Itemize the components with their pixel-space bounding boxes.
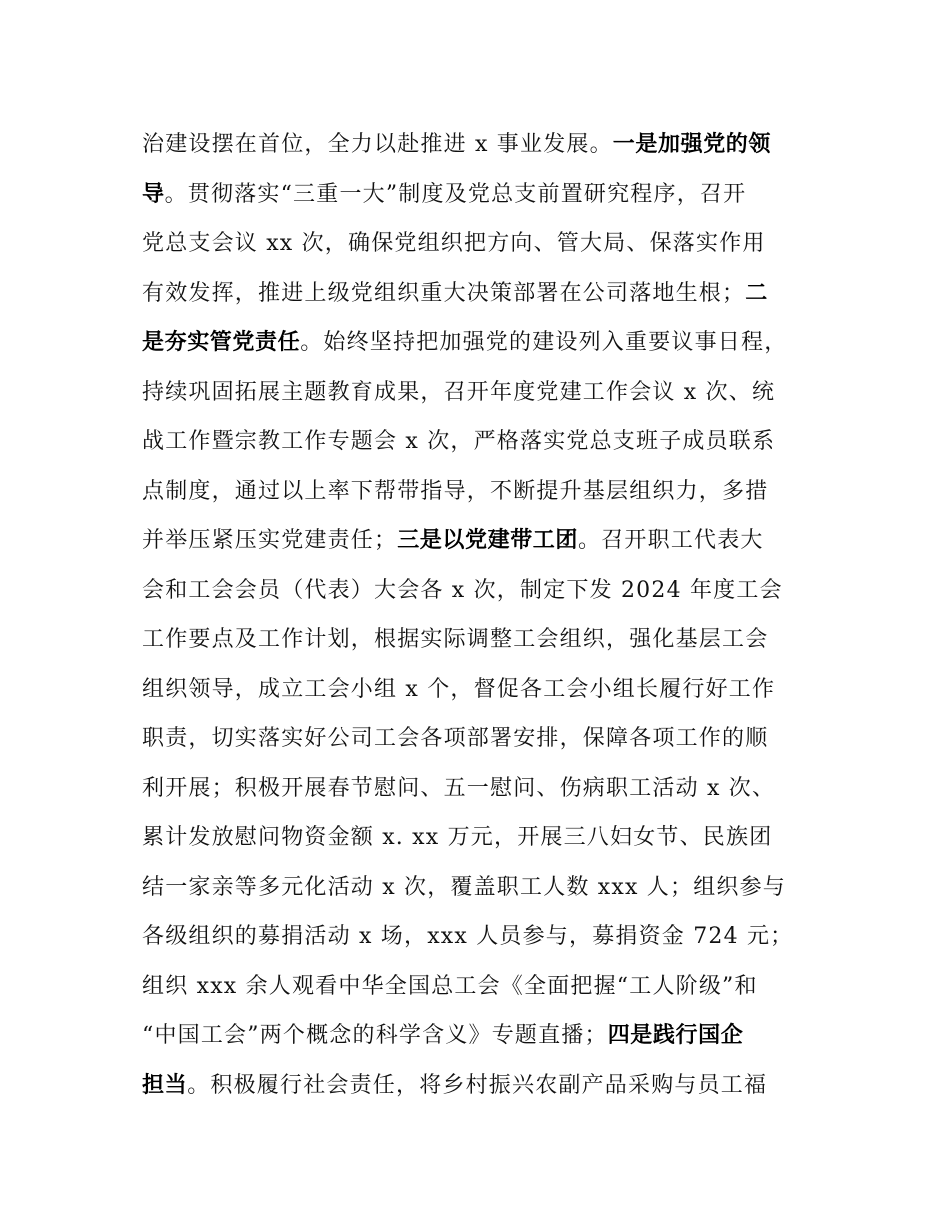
text-line bbox=[142, 219, 842, 269]
text-run: 并举压紧压实党建责任； bbox=[142, 528, 398, 553]
bold-heading-run: 是夯实管党责任 bbox=[142, 330, 301, 355]
text-run: 持续巩固拓展主题教育成果，召开年度党建工作会议 x 次、统 bbox=[142, 379, 776, 405]
text-line bbox=[142, 912, 842, 962]
text-line bbox=[142, 566, 842, 616]
text-line bbox=[142, 467, 842, 517]
bold-heading-run: 担当 bbox=[142, 1072, 188, 1098]
text-run: 组织 xxx 余人观看中华全国总工会《全面把握“工人阶级”和 bbox=[142, 973, 758, 999]
text-run: 职责，切实落实好公司工会各项部署安排，保障各项工作的顺 bbox=[142, 726, 769, 751]
text-line bbox=[142, 1061, 842, 1111]
text-run: 工作要点及工作计划，根据实际调整工会组织，强化基层工会 bbox=[142, 627, 769, 652]
text-run: “中国工会”两个概念的科学含义》专题直播； bbox=[142, 1023, 608, 1048]
bold-heading-run: 一是加强党的领 bbox=[612, 132, 771, 157]
text-run: 利开展；积极开展春节慰问、五一慰问、伤病职工活动 x 次、 bbox=[142, 775, 776, 801]
text-run: 有效发挥，推进上级党组织重大决策部署在公司落地生根； bbox=[142, 280, 746, 306]
text-run: 累计发放慰问物资金额 x. xx 万元，开展三八妇女节、民族团 bbox=[142, 825, 773, 850]
text-run: 。始终坚持把加强党的建设列入重要议事日程， bbox=[300, 330, 788, 355]
text-line bbox=[142, 368, 842, 418]
text-run: 组织领导，成立工会小组 x 个，督促各工会小组长履行好工作 bbox=[142, 676, 776, 702]
text-run: 点制度，通过以上率下帮带指导，不断提升基层组织力，多措 bbox=[142, 478, 769, 504]
text-line bbox=[142, 1011, 842, 1061]
text-line bbox=[142, 269, 842, 319]
text-run: 结一家亲等多元化活动 x 次，覆盖职工人数 xxx 人；组织参与 bbox=[142, 874, 787, 900]
text-run: 各级组织的募捐活动 x 场，xxx 人员参与，募捐资金 724 元； bbox=[142, 924, 794, 949]
text-run: 。贯彻落实“三重一大”制度及党总支前置研究程序，召开 bbox=[164, 181, 747, 207]
text-run: 会和工会会员（代表）大会各 x 次，制定下发 2024 年度工会 bbox=[142, 577, 783, 603]
text-run: 治建设摆在首位，全力以赴推进 x 事业发展。 bbox=[142, 132, 613, 157]
text-run: 。召开职工代表大 bbox=[578, 528, 764, 553]
text-line bbox=[142, 120, 842, 170]
text-line bbox=[142, 417, 842, 467]
text-run: 战工作暨宗教工作专题会 x 次，严格落实党总支班子成员联系 bbox=[142, 429, 776, 454]
text-line bbox=[142, 170, 842, 220]
bold-heading-run: 三是以党建带工团 bbox=[397, 528, 579, 553]
text-line bbox=[142, 615, 842, 665]
text-run: 。积极履行社会责任，将乡村振兴农副产品采购与员工福 bbox=[187, 1072, 768, 1098]
text-run: 党总支会议 xx 次，确保党组织把方向、管大局、保落实作用 bbox=[142, 231, 766, 256]
bold-heading-run: 二 bbox=[745, 280, 768, 306]
text-line bbox=[142, 516, 842, 566]
text-line bbox=[142, 665, 842, 715]
text-line bbox=[142, 318, 842, 368]
body-text bbox=[142, 120, 842, 1110]
text-line bbox=[142, 962, 842, 1012]
text-line bbox=[142, 813, 842, 863]
text-line bbox=[142, 863, 842, 913]
text-line bbox=[142, 764, 842, 814]
text-line bbox=[142, 714, 842, 764]
bold-heading-run: 四是践行国企 bbox=[607, 1023, 744, 1048]
bold-heading-run: 导 bbox=[142, 181, 165, 207]
